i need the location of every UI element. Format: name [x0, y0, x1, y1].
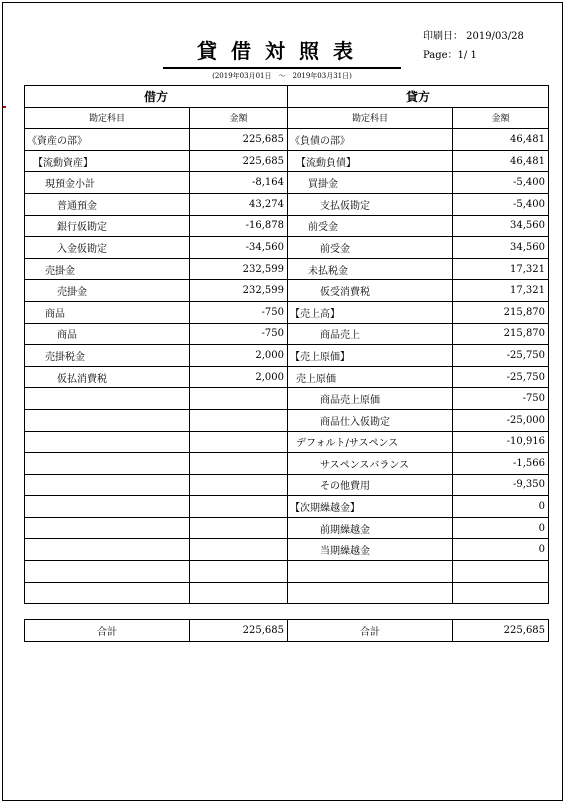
credit-amount-cell: 17,321 — [453, 258, 549, 280]
credit-amount-cell: 46,481 — [453, 150, 549, 172]
credit-total-amount: 225,685 — [453, 620, 549, 642]
page-number: Page：1/ 1 — [423, 50, 477, 61]
credit-account-cell: 前受金 — [288, 237, 453, 259]
credit-account-cell: 【売上原価】 — [288, 345, 453, 367]
table-row — [25, 453, 549, 475]
debit-amount-cell: 2,000 — [190, 366, 288, 388]
credit-account-header: 勘定科目 — [288, 107, 453, 129]
debit-account-cell — [25, 561, 190, 583]
credit-amount-cell: -5,400 — [453, 193, 549, 215]
debit-account-cell — [25, 496, 190, 518]
credit-account-cell: 商品売上 — [288, 323, 453, 345]
debit-amount-cell — [190, 474, 288, 496]
credit-amount-cell: -25,000 — [453, 409, 549, 431]
debit-amount-cell — [190, 388, 288, 410]
debit-amount-cell — [190, 561, 288, 583]
table-row — [25, 301, 549, 323]
credit-amount-cell: -25,750 — [453, 366, 549, 388]
debit-side-header: 借方 — [25, 86, 288, 108]
report-sheet — [2, 2, 563, 801]
debit-account-cell: 銀行仮勘定 — [25, 215, 190, 237]
table-row — [25, 280, 549, 302]
debit-account-cell: 売掛税金 — [25, 345, 190, 367]
debit-amount-cell — [190, 582, 288, 604]
spacer-row — [25, 604, 549, 620]
debit-account-cell — [25, 409, 190, 431]
debit-amount-cell — [190, 496, 288, 518]
table-row — [25, 258, 549, 280]
debit-account-cell: 入金仮勘定 — [25, 237, 190, 259]
table-row — [25, 561, 549, 583]
credit-amount-cell: -10,916 — [453, 431, 549, 453]
debit-amount-cell: 2,000 — [190, 345, 288, 367]
credit-account-cell: 商品仕入仮勘定 — [288, 409, 453, 431]
credit-amount-cell: 34,560 — [453, 215, 549, 237]
credit-account-cell: 《負債の部》 — [288, 129, 453, 151]
table-row — [25, 517, 549, 539]
credit-amount-cell: -25,750 — [453, 345, 549, 367]
credit-amount-cell — [453, 561, 549, 583]
debit-amount-cell: 43,274 — [190, 193, 288, 215]
credit-amount-cell: 0 — [453, 517, 549, 539]
table-row — [25, 172, 549, 194]
credit-amount-cell: -1,566 — [453, 453, 549, 475]
total-row — [25, 620, 549, 642]
debit-amount-cell: -750 — [190, 323, 288, 345]
debit-amount-header: 金額 — [190, 107, 288, 129]
credit-amount-cell: 0 — [453, 539, 549, 561]
table-row — [25, 345, 549, 367]
table-row — [25, 388, 549, 410]
debit-account-cell: 普通預金 — [25, 193, 190, 215]
table-row — [25, 366, 549, 388]
credit-account-cell — [288, 561, 453, 583]
credit-account-cell: 支払仮勘定 — [288, 193, 453, 215]
table-row — [25, 582, 549, 604]
credit-account-cell: 商品売上原価 — [288, 388, 453, 410]
debit-amount-cell: 232,599 — [190, 258, 288, 280]
credit-account-cell: 前期繰越金 — [288, 517, 453, 539]
credit-amount-cell: 34,560 — [453, 237, 549, 259]
side-header-row — [25, 86, 549, 108]
debit-account-cell: 【流動資産】 — [25, 150, 190, 172]
debit-account-cell: 売掛金 — [25, 258, 190, 280]
credit-account-cell: 【売上高】 — [288, 301, 453, 323]
table-row — [25, 539, 549, 561]
debit-amount-cell — [190, 517, 288, 539]
debit-amount-cell — [190, 453, 288, 475]
table-row — [25, 323, 549, 345]
credit-side-header: 貸方 — [288, 86, 549, 108]
debit-amount-cell: -16,878 — [190, 215, 288, 237]
debit-account-cell: 現預金小計 — [25, 172, 190, 194]
table-row — [25, 431, 549, 453]
credit-account-cell: その他費用 — [288, 474, 453, 496]
debit-amount-cell: 225,685 — [190, 129, 288, 151]
debit-account-cell: 売掛金 — [25, 280, 190, 302]
credit-amount-cell: 0 — [453, 496, 549, 518]
table-row — [25, 237, 549, 259]
debit-amount-cell — [190, 409, 288, 431]
balance-sheet-table — [24, 85, 549, 642]
table-row — [25, 474, 549, 496]
debit-account-cell: 仮払消費税 — [25, 366, 190, 388]
debit-amount-cell: 225,685 — [190, 150, 288, 172]
debit-amount-cell: 232,599 — [190, 280, 288, 302]
credit-account-cell: 売上原価 — [288, 366, 453, 388]
credit-amount-cell: -750 — [453, 388, 549, 410]
table-row — [25, 496, 549, 518]
credit-account-cell: 【流動負債】 — [288, 150, 453, 172]
credit-amount-cell: 215,870 — [453, 301, 549, 323]
credit-account-cell: 買掛金 — [288, 172, 453, 194]
debit-account-cell — [25, 517, 190, 539]
credit-account-cell: 仮受消費税 — [288, 280, 453, 302]
print-date: 印刷日： 2019/03/28 — [423, 31, 524, 42]
debit-account-header: 勘定科目 — [25, 107, 190, 129]
table-row — [25, 129, 549, 151]
credit-amount-cell: 215,870 — [453, 323, 549, 345]
debit-account-cell: 商品 — [25, 323, 190, 345]
credit-amount-cell: 46,481 — [453, 129, 549, 151]
report-title: 貸借対照表 — [197, 39, 367, 63]
credit-amount-cell: -5,400 — [453, 172, 549, 194]
credit-account-cell: サスペンスバランス — [288, 453, 453, 475]
margin-marker — [3, 106, 6, 108]
credit-amount-header: 金額 — [453, 107, 549, 129]
debit-account-cell — [25, 431, 190, 453]
debit-account-cell — [25, 582, 190, 604]
credit-amount-cell: -9,350 — [453, 474, 549, 496]
debit-total-label: 合計 — [25, 620, 190, 642]
credit-account-cell — [288, 582, 453, 604]
debit-account-cell — [25, 453, 190, 475]
column-header-row — [25, 107, 549, 129]
debit-amount-cell — [190, 431, 288, 453]
debit-amount-cell: -34,560 — [190, 237, 288, 259]
credit-total-label: 合計 — [288, 620, 453, 642]
credit-account-cell: 未払税金 — [288, 258, 453, 280]
table-row — [25, 215, 549, 237]
table-row — [25, 150, 549, 172]
credit-account-cell: 【次期繰越金】 — [288, 496, 453, 518]
debit-amount-cell — [190, 539, 288, 561]
debit-account-cell — [25, 539, 190, 561]
credit-account-cell: 前受金 — [288, 215, 453, 237]
debit-account-cell: 商品 — [25, 301, 190, 323]
spacer-cell — [25, 604, 549, 620]
debit-account-cell — [25, 474, 190, 496]
credit-amount-cell — [453, 582, 549, 604]
debit-total-amount: 225,685 — [190, 620, 288, 642]
report-period: (2019年03月01日 ～ 2019年03月31日) — [212, 72, 352, 80]
credit-amount-cell: 17,321 — [453, 280, 549, 302]
table-row — [25, 193, 549, 215]
debit-amount-cell: -8,164 — [190, 172, 288, 194]
title-underline — [163, 67, 401, 69]
credit-account-cell: デフォルト/サスペンス — [288, 431, 453, 453]
table-row — [25, 409, 549, 431]
debit-amount-cell: -750 — [190, 301, 288, 323]
credit-account-cell: 当期繰越金 — [288, 539, 453, 561]
debit-account-cell — [25, 388, 190, 410]
debit-account-cell: 《資産の部》 — [25, 129, 190, 151]
